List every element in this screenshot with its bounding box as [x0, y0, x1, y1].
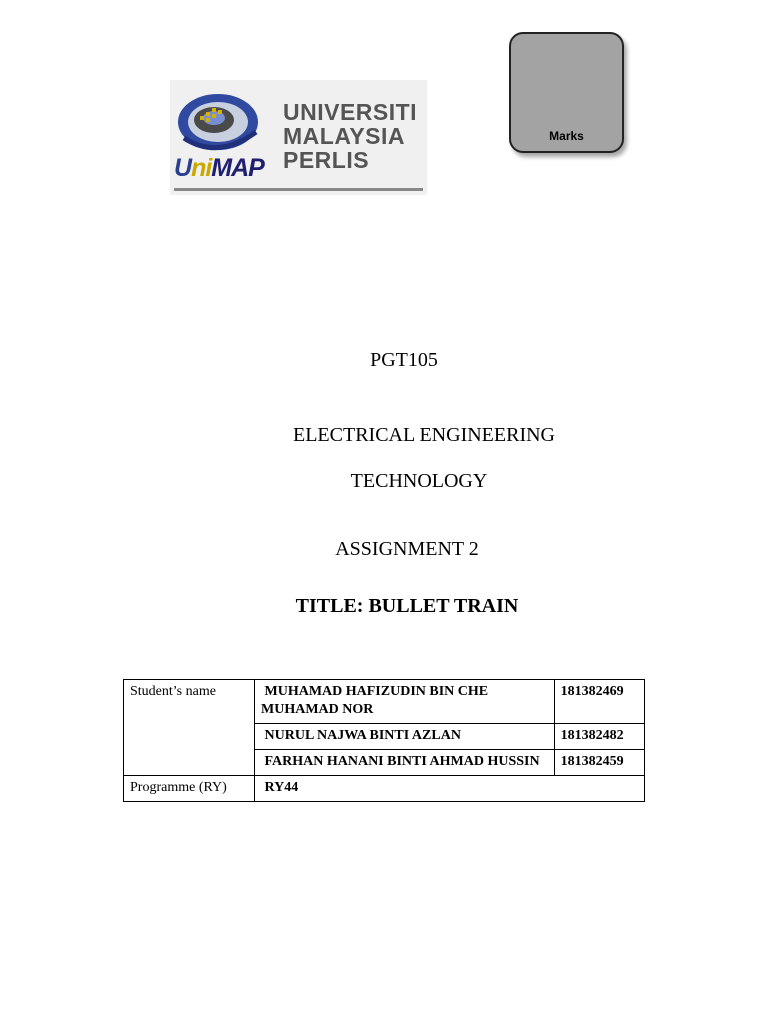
unimap-wordmark: UniMAP: [174, 154, 264, 182]
student-id: 181382459: [554, 750, 644, 776]
course-code: PGT105: [370, 349, 438, 371]
student-info-table: [123, 679, 645, 802]
assignment-number: ASSIGNMENT 2: [335, 538, 479, 560]
student-id: 181382469: [554, 680, 644, 724]
university-name: [283, 100, 417, 172]
student-id: 181382482: [554, 724, 644, 750]
programme-value: RY44: [255, 776, 645, 802]
student-name: FARHAN HANANI BINTI AHMAD HUSSIN: [255, 750, 555, 776]
logo-underline: [174, 188, 423, 191]
students-label: Student’s name: [124, 680, 255, 776]
table-row: [124, 680, 645, 724]
table-row: [124, 776, 645, 802]
department-line-2: TECHNOLOGY: [350, 470, 488, 492]
university-name-line3: PERLIS: [283, 147, 370, 173]
department-line-1: ELECTRICAL ENGINEERING: [293, 424, 555, 446]
marks-box: [509, 32, 624, 153]
student-name: MUHAMAD HAFIZUDIN BIN CHE MUHAMAD NOR: [255, 680, 555, 724]
university-logo: [170, 80, 427, 195]
university-name-line1: UNIVERSITI: [283, 99, 418, 125]
unimap-emblem-icon: [174, 86, 264, 160]
assignment-title: TITLE: BULLET TRAIN: [295, 595, 519, 617]
programme-label: Programme (RY): [124, 776, 255, 802]
student-name: NURUL NAJWA BINTI AZLAN: [255, 724, 555, 750]
marks-label: Marks: [549, 129, 584, 143]
university-name-line2: MALAYSIA: [283, 123, 405, 149]
